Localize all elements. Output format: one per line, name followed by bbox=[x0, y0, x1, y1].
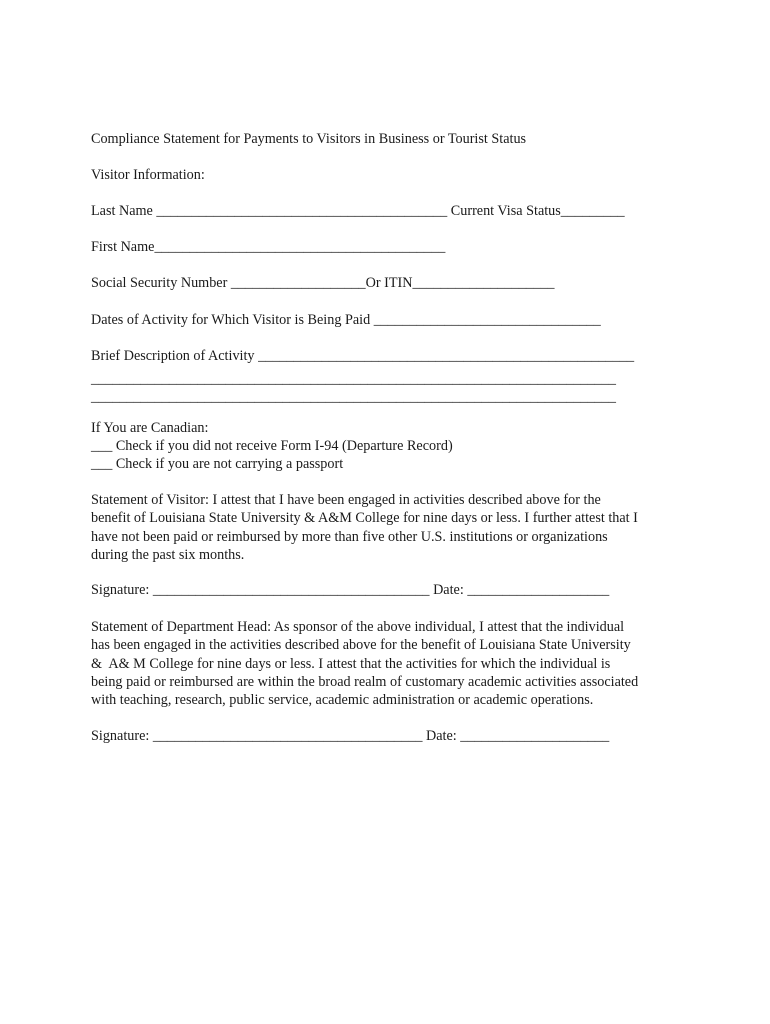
department-statement-line: & A& M College for nine days or less. I attest that the activities for which the individual is bbox=[91, 655, 611, 672]
visitor-statement-line: during the past six months. bbox=[91, 546, 245, 563]
canadian-heading: If You are Canadian: bbox=[91, 420, 209, 436]
i94-checkbox-line[interactable]: ___ Check if you did not receive Form I-94 (Departure Record) bbox=[91, 438, 453, 454]
form-title: Compliance Statement for Payments to Visitors in Business or Tourist Status bbox=[91, 131, 527, 147]
passport-checkbox-line[interactable]: ___ Check if you are not carrying a passport bbox=[91, 456, 344, 472]
last-name-visa-status-field[interactable]: Last Name _________________________________________ Current Visa Status_________ bbox=[91, 203, 625, 219]
visitor-statement-line: Statement of Visitor: I attest that I have been engaged in activities described above for the bbox=[91, 492, 601, 508]
department-statement-line: Statement of Department Head: As sponsor of the above individual, I attest that the individual bbox=[91, 619, 625, 635]
department-statement-line: being paid or reimbursed are within the broad realm of customary academic activities associated bbox=[91, 673, 639, 690]
first-name-field[interactable]: First Name_________________________________________ bbox=[91, 239, 446, 255]
visitor-information-heading: Visitor Information: bbox=[91, 167, 205, 183]
visitor-statement-line: benefit of Louisiana State University & A&M College for nine days or less. I further attest that I bbox=[91, 510, 638, 527]
activity-description-line-3[interactable]: __________________________________________________________________________ bbox=[91, 389, 616, 405]
dates-of-activity-field[interactable]: Dates of Activity for Which Visitor is Being Paid ________________________________ bbox=[91, 312, 601, 328]
department-signature-date-field[interactable]: Signature: ______________________________________ Date: _____________________ bbox=[91, 728, 610, 744]
visitor-statement bbox=[91, 491, 691, 564]
department-statement-line: has been engaged in the activities described above for the benefit of Louisiana State University bbox=[91, 637, 631, 654]
ssn-itin-field[interactable]: Social Security Number ___________________Or ITIN____________________ bbox=[91, 275, 555, 291]
visitor-statement-line: have not been paid or reimbursed by more than five other U.S. institutions or organizations bbox=[91, 528, 608, 545]
visitor-signature-date-field[interactable]: Signature: _______________________________________ Date: ____________________ bbox=[91, 582, 610, 598]
activity-description-line-2[interactable]: __________________________________________________________________________ bbox=[91, 371, 616, 387]
activity-description-field[interactable]: Brief Description of Activity _____________________________________________________ bbox=[91, 348, 635, 364]
department-head-statement bbox=[91, 618, 691, 709]
department-statement-line: with teaching, research, public service, academic administration or academic operations. bbox=[91, 692, 594, 709]
